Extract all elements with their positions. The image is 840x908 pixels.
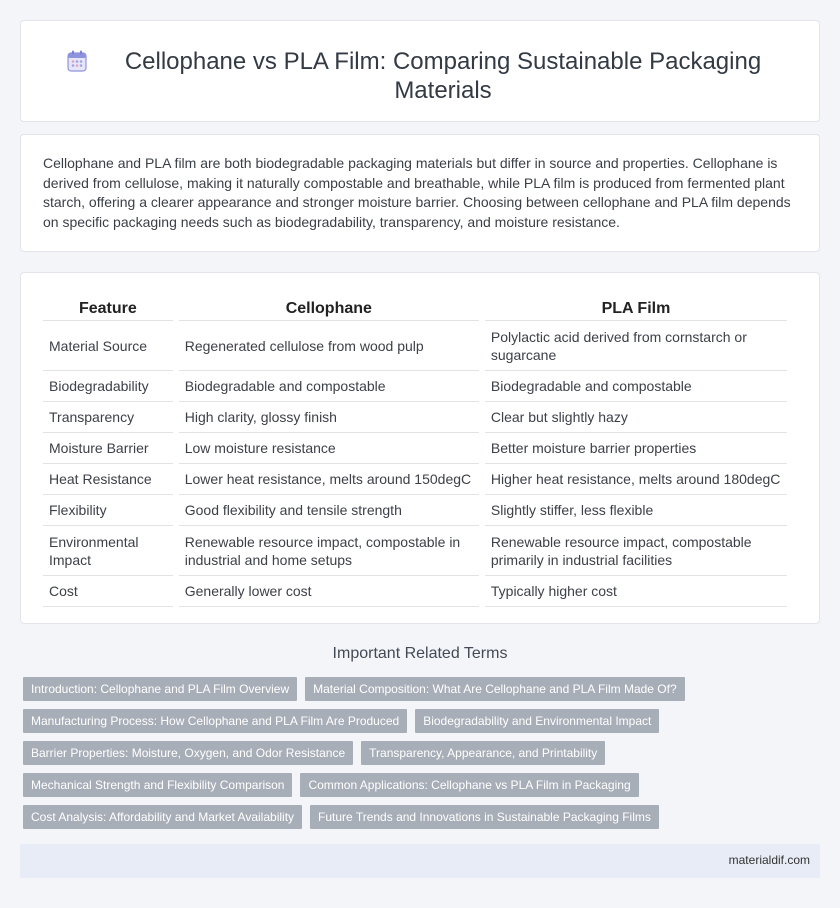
- row-feature: Cost: [43, 576, 173, 607]
- row-cellophane: Lower heat resistance, melts around 150degC: [179, 464, 479, 495]
- header-feature: Feature: [43, 295, 173, 321]
- header-pla-film: PLA Film: [485, 295, 787, 321]
- footer-site-link[interactable]: materialdif.com: [728, 853, 810, 867]
- table-row: [43, 402, 787, 433]
- comparison-table-card: [20, 272, 820, 624]
- table-row: [43, 433, 787, 464]
- table-row: [43, 321, 787, 371]
- related-terms-tags: [23, 677, 823, 837]
- row-feature: Biodegradability: [43, 371, 173, 402]
- intro-paragraph: Cellophane and PLA film are both biodegradable packaging materials but differ in source and properties. Cellophane is derived from cellulose, making it naturally compostable and breathable, while PLA film is produced from fermented plant starch, offering a clearer appearance and stronger moisture barrier. Choosing between cellophane and PLA film depends on specific packaging needs such as biodegradability, transparency, and moisture resistance.: [43, 155, 791, 230]
- tag-link[interactable]: Manufacturing Process: How Cellophane and PLA Film Are Produced: [23, 709, 407, 733]
- row-pla-film: Renewable resource impact, compostable primarily in industrial facilities: [485, 526, 787, 576]
- row-pla-film: Slightly stiffer, less flexible: [485, 495, 787, 526]
- related-terms-title: Important Related Terms: [332, 645, 508, 662]
- row-pla-film: Higher heat resistance, melts around 180degC: [485, 464, 787, 495]
- table-row: [43, 371, 787, 402]
- tag-link[interactable]: Cost Analysis: Affordability and Market Availability: [23, 805, 302, 829]
- tag-link[interactable]: Barrier Properties: Moisture, Oxygen, and Odor Resistance: [23, 741, 353, 765]
- tag-link[interactable]: Material Composition: What Are Cellophane and PLA Film Made Of?: [305, 677, 685, 701]
- row-cellophane: Low moisture resistance: [179, 433, 479, 464]
- row-pla-film: Polylactic acid derived from cornstarch or sugarcane: [485, 321, 787, 371]
- intro-card: [20, 134, 820, 252]
- row-pla-film: Biodegradable and compostable: [485, 371, 787, 402]
- tag-link[interactable]: Future Trends and Innovations in Sustainable Packaging Films: [310, 805, 659, 829]
- row-feature: Moisture Barrier: [43, 433, 173, 464]
- table-row: [43, 526, 787, 576]
- table-row: [43, 464, 787, 495]
- row-cellophane: High clarity, glossy finish: [179, 402, 479, 433]
- tag-link[interactable]: Mechanical Strength and Flexibility Comparison: [23, 773, 292, 797]
- row-feature: Flexibility: [43, 495, 173, 526]
- header-cellophane: Cellophane: [179, 295, 479, 321]
- table-header-row: [43, 295, 787, 321]
- tag-link[interactable]: Biodegradability and Environmental Impact: [415, 709, 659, 733]
- tag-link[interactable]: Common Applications: Cellophane vs PLA Film in Packaging: [300, 773, 638, 797]
- row-feature: Heat Resistance: [43, 464, 173, 495]
- table-row: [43, 495, 787, 526]
- tag-link[interactable]: Introduction: Cellophane and PLA Film Overview: [23, 677, 297, 701]
- calendar-grid-icon: [67, 50, 87, 72]
- row-feature: Environmental Impact: [43, 526, 173, 576]
- row-cellophane: Renewable resource impact, compostable in industrial and home setups: [179, 526, 479, 576]
- footer: [20, 844, 820, 878]
- comparison-table: [37, 295, 793, 607]
- row-pla-film: Typically higher cost: [485, 576, 787, 607]
- row-cellophane: Good flexibility and tensile strength: [179, 495, 479, 526]
- row-cellophane: Biodegradable and compostable: [179, 371, 479, 402]
- page-title: Cellophane vs PLA Film: Comparing Sustainable Packaging Materials: [124, 48, 762, 104]
- tag-link[interactable]: Transparency, Appearance, and Printability: [361, 741, 605, 765]
- title-card: [20, 20, 820, 122]
- row-cellophane: Generally lower cost: [179, 576, 479, 607]
- table-row: [43, 576, 787, 607]
- row-pla-film: Better moisture barrier properties: [485, 433, 787, 464]
- row-feature: Transparency: [43, 402, 173, 433]
- row-pla-film: Clear but slightly hazy: [485, 402, 787, 433]
- row-feature: Material Source: [43, 321, 173, 371]
- row-cellophane: Regenerated cellulose from wood pulp: [179, 321, 479, 371]
